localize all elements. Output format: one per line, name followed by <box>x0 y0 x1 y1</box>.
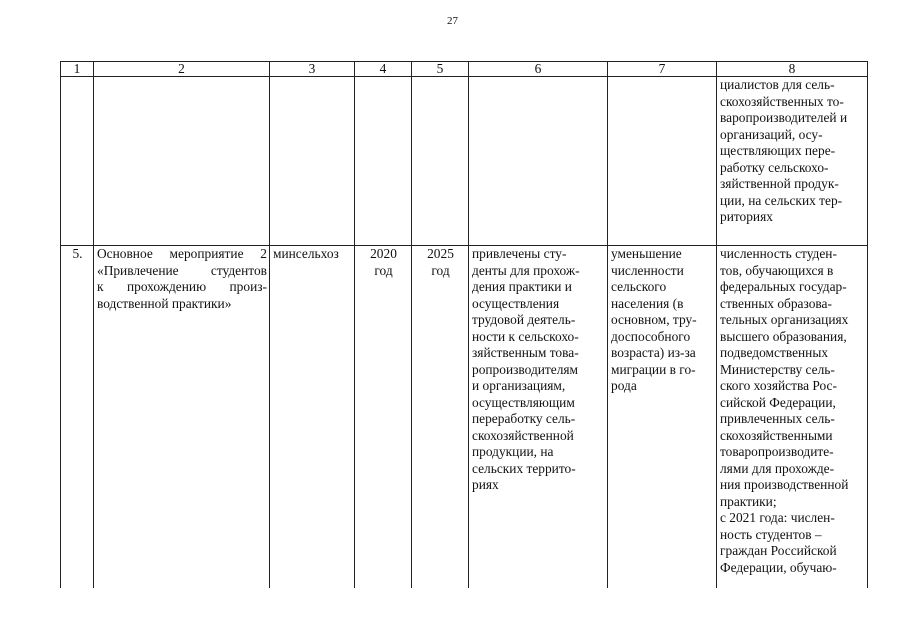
table-cell <box>469 77 608 246</box>
header-cell: 5 <box>412 62 469 77</box>
table-cell <box>355 77 412 246</box>
page-number: 27 <box>447 15 458 27</box>
table-cell <box>717 77 868 246</box>
measure-title-line: «Привлечение студентов <box>97 262 267 278</box>
measure-title-cell <box>94 246 270 589</box>
table-cell <box>61 77 94 246</box>
header-cell: 2 <box>94 62 270 77</box>
header-cell: 7 <box>608 62 717 77</box>
executor-cell: минсельхоз <box>270 246 355 589</box>
end-year-cell <box>412 246 469 589</box>
table-row-continued <box>61 77 868 246</box>
program-table <box>60 61 868 588</box>
start-year-cell <box>355 246 412 589</box>
consequences-cell <box>608 246 717 589</box>
row-number: 5. <box>61 246 94 589</box>
indicator-cell <box>717 246 868 589</box>
table-cell <box>412 77 469 246</box>
measure-title-line: Основное мероприятие 2 <box>97 246 267 261</box>
measure-title-line: водственной практики» <box>97 295 232 311</box>
measure-title-line: к прохождению произ- <box>97 279 267 294</box>
header-cell: 1 <box>61 62 94 77</box>
header-cell: 3 <box>270 62 355 77</box>
header-cell: 8 <box>717 62 868 77</box>
start-year: 2020 год <box>370 246 397 278</box>
header-cell: 6 <box>469 62 608 77</box>
table-cell <box>608 77 717 246</box>
expected-result-cell <box>469 246 608 589</box>
column-number-header <box>61 62 868 77</box>
consequences-text: уменьшение численности сельского населения (в основном, тру- доспособного возраста) из-за миграции в го- рода <box>611 246 697 393</box>
indicator-text-continued: циалистов для сель- скохозяйственных то- варопроизводителей и организаций, осу- ществляющих пере- работку сельскохо- зяйственной продук- ции, на сельских тер- риториях <box>720 77 848 224</box>
header-cell: 4 <box>355 62 412 77</box>
indicator-text: численность студен- тов, обучающихся в федеральных государ- ственных образова- тельных организациях высшего образования, подведомственных Министерству сель- ского хозяйства Рос- сийской Федерации, привлеченных сель- скохозяйственными товаропроизводите- лями для прохожде- ния производственной практики; с 2021 года: числен- ность студентов – граждан Российской Федерации, обучаю- <box>720 246 849 575</box>
table-cell <box>270 77 355 246</box>
table-cell <box>94 77 270 246</box>
expected-result: привлечены сту- денты для прохож- дения практики и осуществления трудовой деятель- ности к сельскохо- зяйственным това- ропроизводителям и организациям, осуществляющим переработку сель- скохозяйственной продукции, на сельских террито- риях <box>472 246 580 492</box>
table-row-5 <box>61 246 868 589</box>
end-year: 2025 год <box>427 246 454 278</box>
